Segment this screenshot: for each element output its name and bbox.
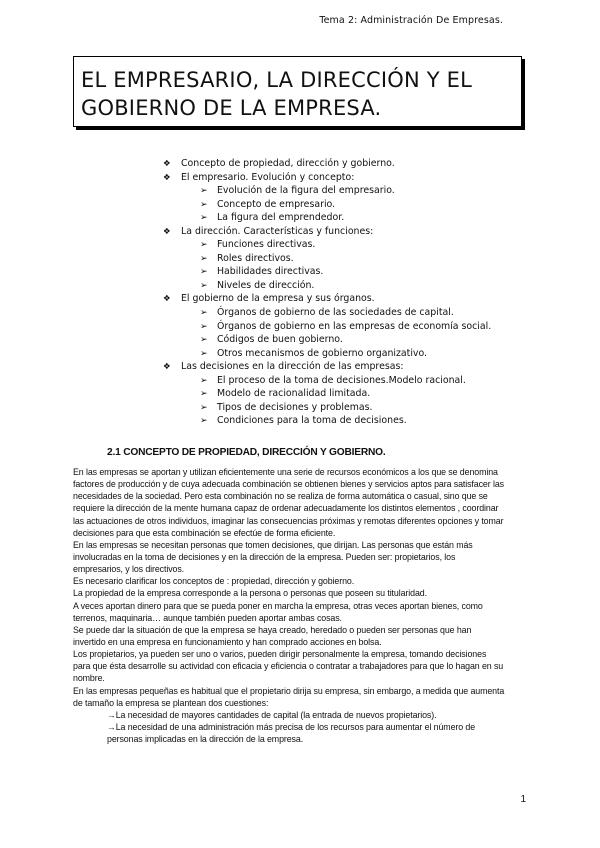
arrow-bullet-icon: ➢ [200, 321, 208, 332]
body-line: La propiedad de la empresa corresponde a la persona o personas que poseen su titularidad. [73, 588, 427, 599]
toc-item-text: Funciones directivas. [217, 239, 316, 251]
body-text [73, 466, 533, 745]
body-line: empresarios, y los directivos. [73, 564, 185, 575]
body-line: En las empresas se aportan y utilizan eficientemente una serie de recursos económicos a los que se denomina [73, 467, 498, 477]
body-line: personas implicadas en la dirección de la empresa. [107, 734, 304, 745]
diamond-bullet-icon: ❖ [163, 226, 171, 237]
title-line-1: EL EMPRESARIO, LA DIRECCIÓN Y EL [81, 68, 473, 92]
diamond-bullet-icon: ❖ [163, 172, 171, 183]
toc-item-text: Evolución de la figura del empresario. [217, 185, 395, 197]
toc-item-text: Roles directivos. [217, 252, 294, 264]
page-header: Tema 2: Administración De Empresas. [319, 15, 503, 26]
table-of-contents [163, 157, 491, 428]
toc-item-text: Otros mecanismos de gobierno organizativo. [217, 347, 428, 359]
toc-item [163, 265, 491, 279]
title-line-2: GOBIERNO DE LA EMPRESA. [81, 96, 382, 120]
diamond-bullet-icon: ❖ [163, 159, 171, 169]
body-line: involucradas en la toma de decisiones y en la dirección de la empresa. Pueden ser: propietarios, los [73, 551, 456, 562]
arrow-bullet-icon: ➢ [200, 348, 208, 359]
arrow-bullet-icon: ➢ [200, 402, 208, 413]
body-line: En las empresas pequeñas es habitual que el propietario dirija su empresa, sin embargo, a medida que aumenta [73, 685, 505, 696]
arrow-bullet-icon: ➢ [200, 280, 208, 291]
arrow-bullet-icon: ➢ [200, 199, 208, 210]
toc-item [163, 306, 491, 320]
body-line: invertido en una empresa en funcionamiento y han comprado acciones en bolsa. [73, 636, 382, 647]
arrow-bullet-icon: ➢ [200, 389, 208, 400]
body-line: nombre. [73, 673, 105, 684]
toc-item [163, 198, 491, 212]
toc-item [163, 387, 491, 401]
body-line: factores de producción y de cuya adecuada combinación se obtienen bienes y servicios aptos para satisfacer las [73, 479, 504, 490]
body-line: A veces aportan dinero para que se pueda poner en marcha la empresa, otras veces aportan bienes, como [73, 600, 483, 611]
toc-item [163, 157, 491, 171]
toc-item-text: Niveles de dirección. [217, 279, 315, 291]
toc-item-text: Códigos de buen gobierno. [217, 334, 343, 346]
body-line: decisiones para que esta combinación se efectúe de forma eficiente. [73, 527, 336, 538]
toc-item [163, 401, 491, 415]
arrow-bullet-icon: ➢ [200, 253, 208, 264]
toc-item [163, 414, 491, 428]
body-line: necesidades de la sociedad. Pero esta combinación no se realiza de forma automática o casual, sino que se [73, 491, 488, 502]
toc-item-text: El empresario. Evolución y concepto: [181, 171, 355, 183]
body-line: terrenos, maquinaria… aunque también pueden aportar ambas cosas. [73, 612, 342, 623]
toc-item [163, 333, 491, 347]
arrow-bullet-icon: ➢ [200, 416, 208, 427]
toc-item-text: Las decisiones en la dirección de las empresas: [181, 361, 404, 373]
body-line: En las empresas se necesitan personas que tomen decisiones, que dirijan. Las personas que están más [73, 539, 473, 550]
toc-item-text: Órganos de gobierno de las sociedades de capital. [217, 307, 454, 319]
toc-item [163, 292, 491, 306]
diamond-bullet-icon: ❖ [163, 362, 171, 373]
toc-item [163, 211, 491, 225]
body-line: de tamaño la empresa se plantean dos cuestiones: [73, 697, 269, 708]
toc-item [163, 360, 491, 374]
toc-item [163, 225, 491, 239]
toc-item-text: El proceso de la toma de decisiones.Modelo racional. [217, 374, 466, 386]
title-box [73, 56, 522, 127]
body-line: →La necesidad de una administración más precisa de los recursos para aumentar el número de [107, 721, 476, 732]
toc-item-text: Tipos de decisiones y problemas. [217, 401, 373, 413]
toc-item-text: La dirección. Características y funciones: [181, 225, 374, 237]
toc-item [163, 171, 491, 185]
arrow-bullet-icon: ➢ [200, 186, 208, 197]
toc-item [163, 374, 491, 388]
toc-item-text: Órganos de gobierno en las empresas de economía social. [217, 320, 492, 332]
body-line: las actuaciones de otros individuos, imaginar las consecuencias próximas y remotas diferentes opciones y tomar [73, 515, 504, 526]
arrow-bullet-icon: ➢ [200, 335, 208, 346]
page-number: 1 [520, 794, 526, 805]
toc-item-text: Concepto de propiedad, dirección y gobierno. [181, 158, 395, 169]
toc-item [163, 252, 491, 266]
arrow-bullet-icon: ➢ [200, 240, 208, 251]
toc-item [163, 238, 491, 252]
toc-item [163, 320, 491, 334]
body-line: Los propietarios, ya pueden ser uno o varios, pueden dirigir personalmente la empresa, tomando decisiones [73, 649, 487, 660]
toc-item-text: Modelo de racionalidad limitada. [217, 388, 371, 400]
toc-item [163, 279, 491, 293]
diamond-bullet-icon: ❖ [163, 294, 171, 305]
arrow-bullet-icon: ➢ [200, 375, 208, 386]
arrow-bullet-icon: ➢ [200, 267, 208, 278]
body-line: para que ésta desarrolle su actividad con eficacia y eficiencia o contratar a trabajadores para que lo hagan en su [73, 661, 504, 672]
toc-item-text: La figura del emprendedor. [217, 212, 345, 224]
toc-item [163, 347, 491, 361]
body-line: Se puede dar la situación de que la empresa se haya creado, heredado o pueden ser personas que han [73, 624, 472, 635]
section-heading: 2.1 CONCEPTO DE PROPIEDAD, DIRECCIÓN Y GOBIERNO. [107, 447, 386, 458]
arrow-bullet-icon: ➢ [200, 213, 208, 224]
body-line: requiere la dirección de la mente humana capaz de ordenar adecuadamente los distintos elementos , coordinar [73, 503, 499, 514]
toc-item [163, 184, 491, 198]
arrow-bullet-icon: ➢ [200, 308, 208, 319]
body-line: →La necesidad de mayores cantidades de capital (la entrada de nuevos propietarios). [107, 709, 437, 720]
toc-item-text: Concepto de empresario. [217, 198, 336, 210]
toc-item-text: El gobierno de la empresa y sus órganos. [181, 293, 375, 305]
toc-item-text: Habilidades directivas. [217, 266, 324, 278]
body-line: Es necesario clarificar los conceptos de : propiedad, dirección y gobierno. [73, 576, 355, 587]
toc-item-text: Condiciones para la toma de decisiones. [217, 415, 407, 427]
